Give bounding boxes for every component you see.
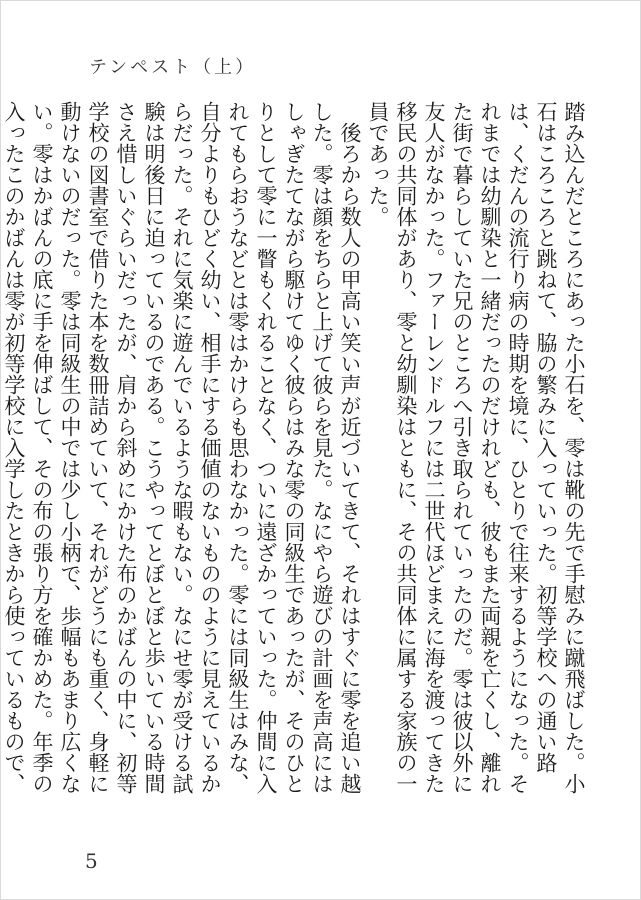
paragraph: 後ろから数人の甲高い笑い声が近づいてきて、それはすぐに零を追い越した。零は顔をちらと上げて彼らを見た。なにやら遊びの計画を声高にはしゃぎたてながら駆けてゆく彼らはみな零の同級生であったが、そのひとりとして零に一瞥もくれることなく、ついに遠ざかっていった。仲間に入れてもらおうなどとは零はかけらも思わなかった。零には同級生はみな、自分よりもひどく幼い、相手にする価値のないもののように見えているからだった。それに気楽に遊んでいるような暇もない。なにせ零が受ける試験は明後日に迫っているのである。こうやってとぼとぼと歩いている時間さえ惜しいぐらいだったが、肩から斜めにかけた布のかばんの中に、初等学校の図書室で借りた本を数冊詰めていて、それがどうにも重く、身軽に動けないのだった。零は同級生の中では少し小柄で、歩幅もあまり広くない。零はかばんの底に手を伸ばして、その布の張り方を確かめた。年季の入ったこのかばんは零が初等学校に入学したときから使っているもので、 [2, 101, 362, 794]
running-head-title: テンペスト（上） [89, 57, 257, 78]
vertical-body-text [2, 101, 588, 803]
paragraph: 踏み込んだところにあった小石を、零は靴の先で手慰みに蹴飛ばした。小石はころころと跳ねて、脇の繁みに入っていった。初等学校への通い路は、くだんの流行り病の時期を境に、ひとりで往来するようになった。それまでは幼馴染と一緒だったのだけれども、彼もまた両親を亡くし、離れた街で暮らしていた兄のところへ引き取られていったのだ。零は彼以外に友人がなかった。ファーレンドルフには二世代ほどまえに海を渡ってきた移民の共同体があり、零と幼馴染はともに、その共同体に属する家族の一員であった。 [366, 101, 586, 794]
page-number: 5 [85, 849, 98, 873]
